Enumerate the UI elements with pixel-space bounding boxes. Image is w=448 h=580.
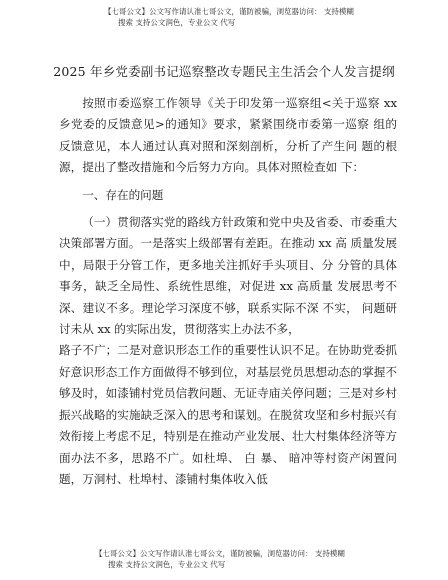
watermark-bottom bbox=[0, 548, 448, 572]
intro-paragraph: 按照市委巡察工作领导《关于印发第一巡察组<关于巡察 xx 乡党委的反馈意见>的通知》要求，紧紧围绕市委第一巡察 组的反馈意见，本人通过认真对照和深刻剖析，分析了产生问 题的根源，提出了整改措施和今后努力方向。具体对照检查如 下： bbox=[59, 96, 397, 175]
document-body bbox=[59, 93, 397, 490]
watermark-line-2: 搜索 支持公文润色，专业公文 代写 bbox=[118, 18, 236, 27]
watermark-line-1-bottom: 【七哥公文】公文写作请认准七哥公文，谨防被骗，浏览器访问： 支持模糊 bbox=[95, 549, 345, 558]
document-title: 2025 年乡党委副书记巡察整改专题民主生活会个人发言提纲 bbox=[53, 64, 395, 79]
watermark-top bbox=[0, 6, 448, 30]
watermark-line-2-bottom: 搜索 支持公文润色，专业公文 代写 bbox=[108, 560, 226, 569]
paragraph-2: 路子不广；二是对意识形态工作的重要性认识不足。在协助党委抓好意识形态工作方面做得不够到位，对基层党员思想动态的掌握不够及时，如漆铺村党员信教问题、无证寺庙关停问题；三是对乡村振兴战略的实施缺乏深入的思考和谋划。在脱贫攻坚和乡村振兴有效衔接上考虑不足，特别是在推动产业发展、壮大村集体经济等方面办法不多，思路不广。如杜埠、 白 暴、 暗冲等村资产闲置问题，万洞村、杜埠村、漆铺村集体收入低 bbox=[59, 343, 397, 486]
paragraph-1: （一）贯彻落实党的路线方针政策和党中央及省委、市委重大决策部署方面。一是落实上级部署有差距。在推动 xx 高 质量发展中，局限于分管工作，更多地关注抓好手头项目、分 分管的具体事务，缺乏全局性、系统性思维，对促进 xx 高质量 发展思考不深、建议不多。理论学习深度不够，联系实际不深 不实， 问题研讨未从 xx 的实际出发，贯彻落实上办法不多， bbox=[59, 215, 397, 337]
section-heading: 一、存在的问题 bbox=[82, 187, 164, 202]
watermark-line-1: 【七哥公文】公文写作请认准七哥公文，谨防被骗，浏览器访问： 支持模糊 bbox=[104, 7, 354, 16]
